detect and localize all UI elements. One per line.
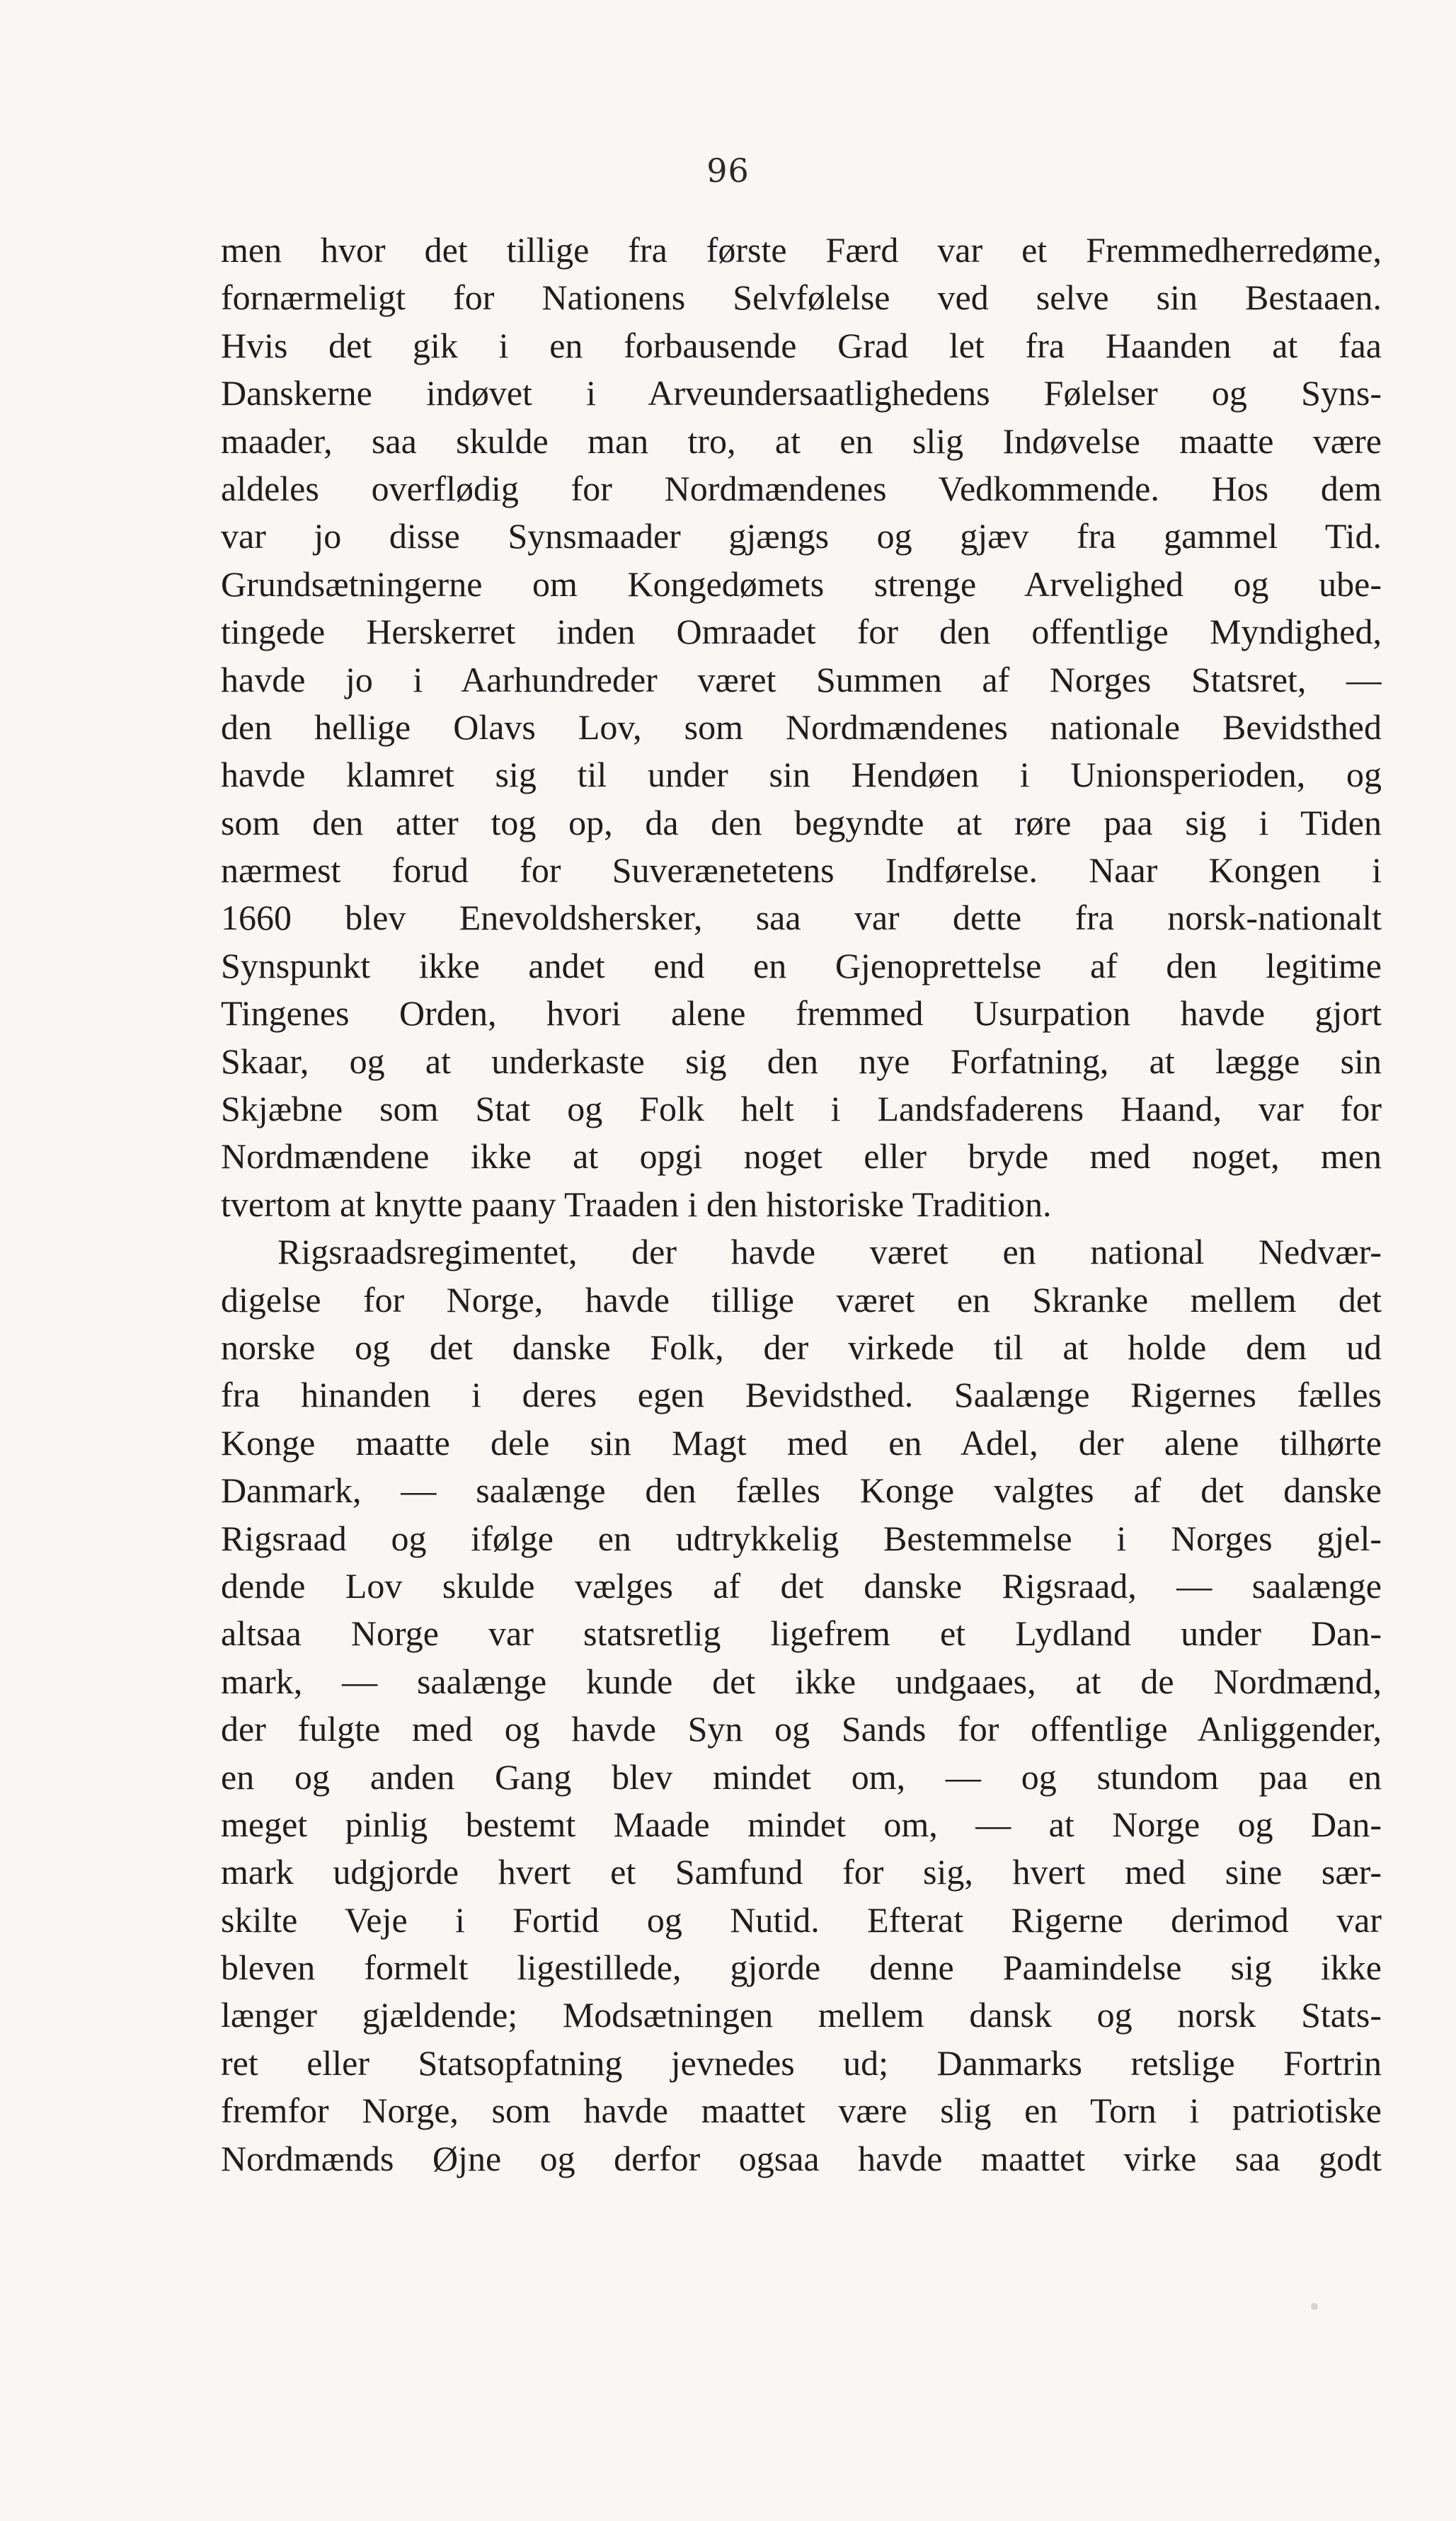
text-line: men hvor det tillige fra første Færd var et Fremmedherredøme, <box>221 230 1382 270</box>
text-line: fremfor Norge, som havde maattet være slig en Torn i patriotiske <box>221 2091 1382 2131</box>
text-line: mark, — saalænge kunde det ikke undgaaes, at de Nordmænd, <box>221 1661 1382 1701</box>
text-line: Grundsætningerne om Kongedømets strenge Arvelighed og ube- <box>221 564 1382 604</box>
text-line: mark udgjorde hvert et Samfund for sig, hvert med sine sær- <box>221 1852 1382 1892</box>
text-line: Danskerne indøvet i Arveundersaatlighedens Følelser og Syns- <box>221 373 1382 413</box>
paragraph-2 <box>221 1228 1382 2183</box>
text-line: norske og det danske Folk, der virkede til at holde dem ud <box>221 1327 1382 1367</box>
text-line: Tingenes Orden, hvori alene fremmed Usurpation havde gjort <box>221 993 1382 1034</box>
text-line: Skjæbne som Stat og Folk helt i Landsfaderens Haand, var for <box>221 1089 1382 1129</box>
text-line: Nordmændene ikke at opgi noget eller bryde med noget, men <box>221 1136 1382 1177</box>
text-line: Rigsraadsregimentet, der havde været en national Nedvær- <box>277 1232 1382 1272</box>
text-line: aldeles overflødig for Nordmændenes Vedkommende. Hos dem <box>221 468 1382 508</box>
text-line: der fulgte med og havde Syn og Sands for offentlige Anliggender, <box>221 1709 1382 1749</box>
text-line: Danmark, — saalænge den fælles Konge valgtes af det danske <box>221 1470 1382 1511</box>
paper-speck <box>1311 2303 1318 2310</box>
text-line: Hvis det gik i en forbausende Grad let fra Haanden at faa <box>221 325 1382 365</box>
text-line: Synspunkt ikke andet end en Gjenoprettelse af den legitime <box>221 945 1382 985</box>
text-line: bleven formelt ligestillede, gjorde denne Paamindelse sig ikke <box>221 1948 1382 1988</box>
body-text <box>221 227 1382 2183</box>
text-line: Skaar, og at underkaste sig den nye Forfatning, at lægge sin <box>221 1041 1382 1081</box>
text-line: Rigsraad og ifølge en udtrykkelig Bestemmelse i Norges gjel- <box>221 1518 1382 1558</box>
paragraph-1 <box>221 227 1382 1228</box>
page-number: 96 <box>706 152 750 190</box>
text-line: var jo disse Synsmaader gjængs og gjæv fra gammel Tid. <box>221 516 1382 556</box>
text-line: tingede Herskerret inden Omraadet for den offentlige Myndighed, <box>221 612 1382 652</box>
text-line: som den atter tog op, da den begyndte at røre paa sig i Tiden <box>221 802 1382 842</box>
text-line: maader, saa skulde man tro, at en slig Indøvelse maatte være <box>221 421 1382 461</box>
text-line: Konge maatte dele sin Magt med en Adel, der alene tilhørte <box>221 1422 1382 1463</box>
text-line: nærmest forud for Suverænetetens Indførelse. Naar Kongen i <box>221 850 1382 891</box>
text-line: fornærmeligt for Nationens Selvfølelse ved selve sin Bestaaen. <box>221 278 1382 318</box>
text-line: fra hinanden i deres egen Bevidsthed. Saalænge Rigernes fælles <box>221 1375 1382 1415</box>
text-line: en og anden Gang blev mindet om, — og stundom paa en <box>221 1756 1382 1797</box>
text-line: længer gjældende; Modsætningen mellem dansk og norsk Stats- <box>221 1995 1382 2035</box>
text-line: meget pinlig bestemt Maade mindet om, — at Norge og Dan- <box>221 1804 1382 1844</box>
text-line: ret eller Statsopfatning jevnedes ud; Danmarks retslige Fortrin <box>221 2042 1382 2083</box>
text-line: den hellige Olavs Lov, som Nordmændenes nationale Bevidsthed <box>221 707 1382 747</box>
text-line: tvertom at knytte paany Traaden i den historiske Tradition. <box>221 1184 1052 1224</box>
text-line: skilte Veje i Fortid og Nutid. Efterat Rigerne derimod var <box>221 1899 1382 1940</box>
text-line: digelse for Norge, havde tillige været en Skranke mellem det <box>221 1279 1382 1320</box>
text-line: havde jo i Aarhundreder været Summen af Norges Statsret, — <box>221 659 1382 699</box>
text-line: Nordmænds Øjne og derfor ogsaa havde maattet virke saa godt <box>221 2138 1382 2178</box>
text-line: dende Lov skulde vælges af det danske Rigsraad, — saalænge <box>221 1565 1382 1606</box>
text-line: altsaa Norge var statsretlig ligefrem et Lydland under Dan- <box>221 1613 1382 1654</box>
text-line: 1660 blev Enevoldshersker, saa var dette fra norsk-nationalt <box>221 898 1382 938</box>
text-line: havde klamret sig til under sin Hendøen i Unionsperioden, og <box>221 755 1382 795</box>
